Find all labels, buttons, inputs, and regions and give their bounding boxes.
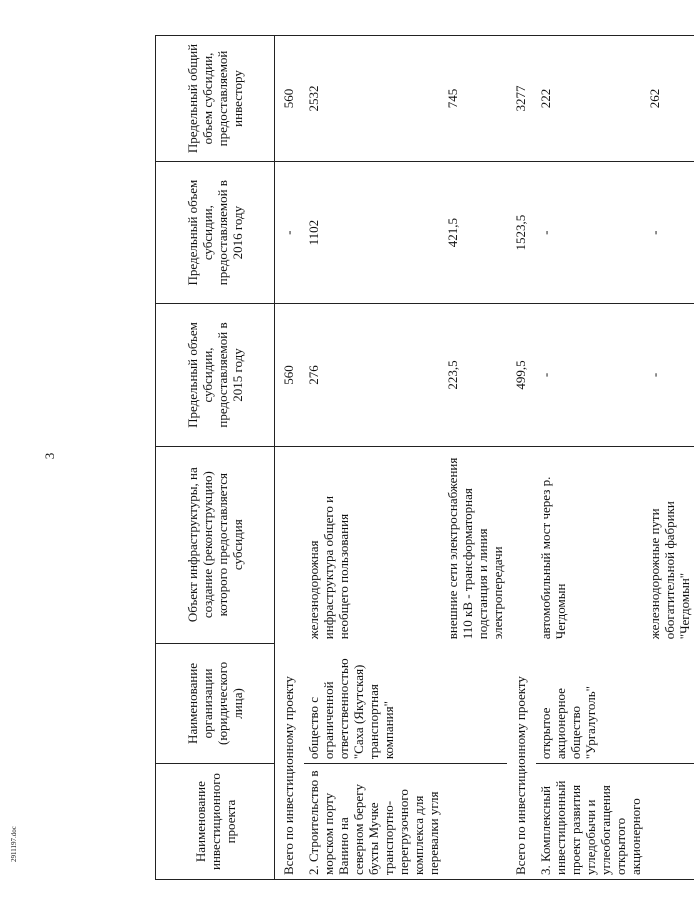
cell-total: 560 xyxy=(275,36,305,162)
header-total: Предельный общий объем субсидии, предоставляемой инвестору xyxy=(156,36,275,162)
cell-2016: 1102 xyxy=(304,161,443,303)
cell-project xyxy=(645,764,694,880)
cell-total: 222 xyxy=(536,36,645,162)
cell-project: 3. Комплексный инвестиционный проект развития угледобычи и углеобогащения открытого акционерного xyxy=(536,764,645,880)
table-header-row xyxy=(156,36,275,880)
cell-organization xyxy=(645,643,694,763)
header-2015: Предельный объем субсидии, предоставляемой в 2015 году xyxy=(156,304,275,446)
cell-2016: 421,5 xyxy=(443,161,507,303)
table-row-total xyxy=(275,36,305,880)
cell-2015: 223,5 xyxy=(443,304,507,446)
total-label: Всего по инвестиционному проекту xyxy=(507,446,536,879)
table-row xyxy=(443,36,507,880)
cell-2015: - xyxy=(645,304,694,446)
cell-object: автомобильный мост через р. Чегдомын xyxy=(538,476,568,640)
header-organization: Наименование организации (юридического лица) xyxy=(156,643,275,763)
cell-2015: 276 xyxy=(304,304,443,446)
table-row xyxy=(536,36,645,880)
cell-total: 745 xyxy=(443,36,507,162)
cell-2016: 1523,5 xyxy=(507,161,536,303)
table-row xyxy=(304,36,443,880)
cell-project xyxy=(443,764,507,880)
footer-code: 2911197.doc xyxy=(10,826,18,862)
cell-total: 262 xyxy=(645,36,694,162)
header-object: Объект инфраструктуры, на создание (реконструкцию) которого предоставляется субсидия xyxy=(156,446,275,643)
cell-organization: общество с ограниченной ответственностью "Саха (Якутская) транспортная компания" xyxy=(306,658,396,760)
subsidy-table xyxy=(155,35,694,880)
header-project: Наименование инвестиционного проекта xyxy=(156,764,275,880)
cell-2016: - xyxy=(645,161,694,303)
cell-organization xyxy=(443,643,507,763)
cell-project: 2. Строительство в морском порту Ванино на северном берегу бухты Мучке транспортно-перегрузочного комплекса для перевалки угля xyxy=(304,764,443,880)
rotated-table-container xyxy=(155,35,692,880)
cell-2015: - xyxy=(536,304,645,446)
cell-object: внешние сети электроснабжения 110 кВ - трансформаторная подстанция и линия электропередачи xyxy=(445,457,505,640)
cell-2016: - xyxy=(536,161,645,303)
cell-organization: открытое акционерное общество "Ургалуголь" xyxy=(538,686,598,760)
cell-object: железнодорожная инфраструктура общего и необщего пользования xyxy=(306,495,351,640)
page-number: 3 xyxy=(42,452,57,460)
table-row-total xyxy=(507,36,536,880)
table-row xyxy=(645,36,694,880)
cell-2015: 499,5 xyxy=(507,304,536,446)
cell-object: железнодорожные пути обогатительной фабрики "Чегдомын" xyxy=(647,501,692,640)
cell-total: 2532 xyxy=(304,36,443,162)
cell-2016: - xyxy=(275,161,305,303)
cell-2015: 560 xyxy=(275,304,305,446)
cell-total: 3277 xyxy=(507,36,536,162)
header-2016: Предельный объем субсидии, предоставляемой в 2016 году xyxy=(156,161,275,303)
total-label: Всего по инвестиционному проекту xyxy=(275,446,305,879)
